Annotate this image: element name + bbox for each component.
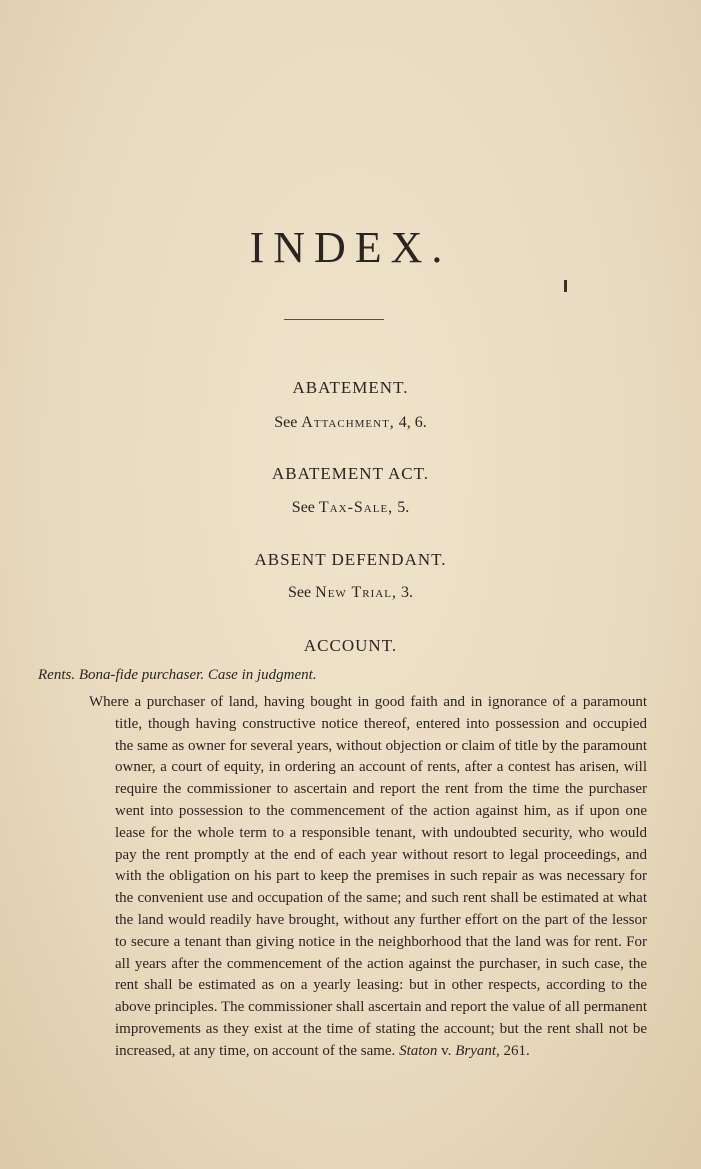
see-prefix: See xyxy=(274,414,298,431)
citation-case-a: Staton xyxy=(399,1042,438,1059)
see-prefix: See xyxy=(288,584,312,601)
see-reference: New Trial, xyxy=(315,584,397,601)
see-numbers: 3. xyxy=(400,584,413,601)
account-body-text: Where a purchaser of land, having bought in good faith and in ignorance of a paramount title, though having constructive notice thereof, entered into possession and occupied the same as owner for several years, without objection or claim of title by the paramount owner, a court of equity, in ordering an account of rents, after a contest has arisen, will require the commissioner to ascertain and report the rent from the time the purchaser went into possession to the commencement of the action against him, as if upon one lease for the whole term to a responsible tenant, with undoubted security, who would pay the rent promptly at the end of each year without resort to legal proceedings, and with the obligation on his part to keep the premises in such repair as was necessary for the convenient use and occupation of the same; and such rent shall be estimated at what the land would readily have brought, without any further effort on the part of the lessor to secure a tenant than giving notice in the neighborhood that the land was for rent. For all years after the commencement of the action against the purchaser, in such case, the rent shall be estimated as on a yearly leasing: but in other respects, according to the above principles. The commissioner shall ascertain and report the value of all permanent improvements as they exist at the time of stating the account; but the rent shall not be increased, at any time, on account of the same. xyxy=(89,694,647,1059)
ink-mark xyxy=(564,280,567,292)
see-numbers: 5. xyxy=(397,499,410,516)
account-body xyxy=(89,692,647,1063)
entry-see-absent-defendant xyxy=(0,584,701,602)
citation-v: v. xyxy=(441,1042,452,1059)
entry-heading-account: ACCOUNT. xyxy=(303,636,398,655)
entry-see-abatement-act xyxy=(0,499,701,517)
citation-case-b: Bryant, xyxy=(455,1042,500,1059)
page-title: INDEX. xyxy=(249,223,452,272)
see-reference: Attachment, xyxy=(301,414,395,431)
account-subhead: Rents. Bona-fide purchaser. Case in judgment. xyxy=(38,667,317,683)
entry-heading-absent-defendant: ABSENT DEFENDANT. xyxy=(254,550,447,569)
see-numbers: 4, 6. xyxy=(398,414,427,431)
entry-see-abatement xyxy=(0,414,701,432)
see-reference: Tax-Sale, xyxy=(318,499,394,516)
citation-page: 261. xyxy=(503,1042,530,1059)
entry-heading-abatement-act: ABATEMENT ACT. xyxy=(272,464,429,483)
entry-heading-abatement: ABATEMENT. xyxy=(292,378,409,397)
title-divider xyxy=(284,319,384,320)
see-prefix: See xyxy=(291,499,315,516)
